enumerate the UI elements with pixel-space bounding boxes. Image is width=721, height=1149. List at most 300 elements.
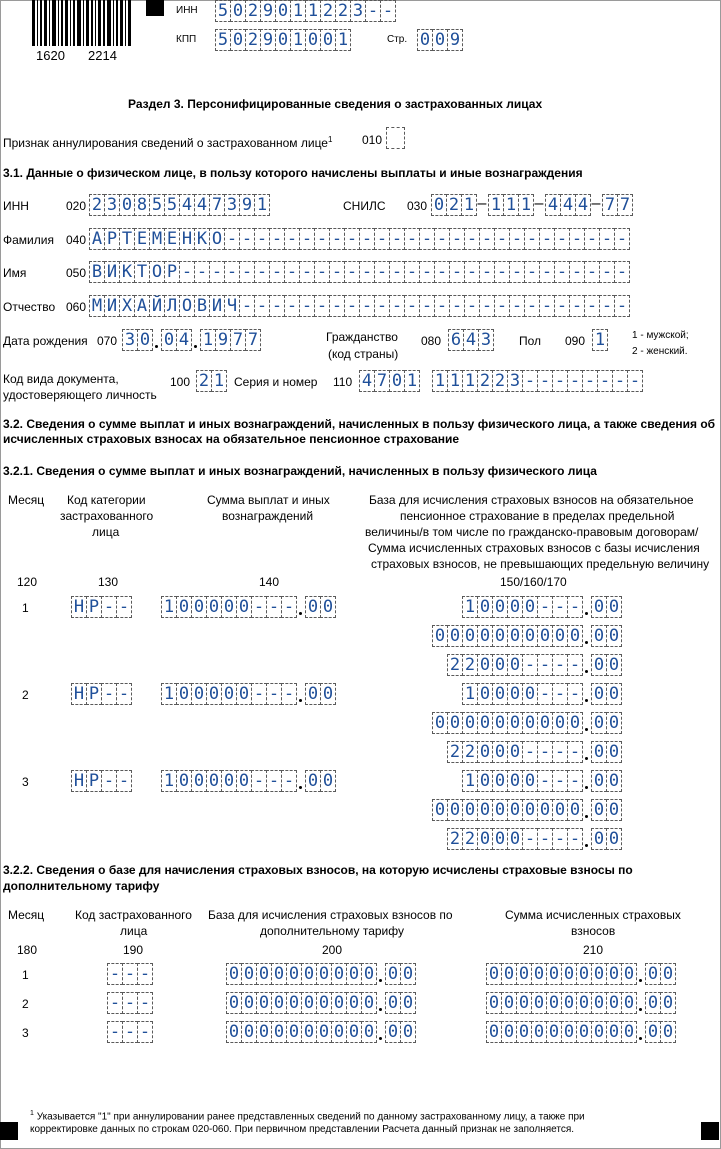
char-cell[interactable]: - [389, 261, 405, 283]
char-cell[interactable]: 0 [501, 963, 517, 985]
char-cell[interactable]: - [522, 741, 538, 763]
char-cell[interactable]: 0 [531, 963, 547, 985]
char-cell[interactable]: Р [86, 683, 102, 705]
char-cell[interactable]: 0 [447, 625, 463, 647]
char-cell[interactable]: - [552, 741, 568, 763]
char-cell[interactable]: - [116, 770, 132, 792]
char-cell[interactable]: - [419, 261, 435, 283]
char-cell[interactable]: 7 [374, 370, 390, 392]
char-cell[interactable]: 0 [417, 29, 433, 51]
char-cell[interactable]: 2 [477, 370, 493, 392]
char-cell[interactable]: 0 [606, 828, 622, 850]
char-cell[interactable]: - [509, 228, 525, 250]
char-cell[interactable]: 0 [621, 992, 637, 1014]
char-cell[interactable]: 2 [446, 194, 462, 216]
char-cell[interactable]: 2 [320, 0, 336, 22]
char-cell[interactable]: 0 [226, 992, 242, 1014]
char-cell[interactable]: - [209, 261, 225, 283]
char-cell[interactable]: - [359, 261, 375, 283]
char-cell[interactable]: 0 [206, 596, 222, 618]
char-cell[interactable]: - [254, 295, 270, 317]
char-cell[interactable]: - [389, 295, 405, 317]
char-cell[interactable]: 0 [501, 1021, 517, 1043]
char-cell[interactable]: 2 [196, 370, 212, 392]
char-cell[interactable]: В [194, 295, 210, 317]
char-cell[interactable]: 0 [241, 1021, 257, 1043]
char-cell[interactable]: 0 [316, 1021, 332, 1043]
char-cell[interactable]: 0 [477, 770, 493, 792]
char-cell[interactable]: 0 [591, 712, 607, 734]
char-cell[interactable]: 1 [462, 370, 478, 392]
char-cell[interactable]: 0 [522, 770, 538, 792]
char-cell[interactable]: 0 [591, 625, 607, 647]
char-cell[interactable]: 0 [606, 770, 622, 792]
char-cell[interactable]: - [299, 295, 315, 317]
char-cell[interactable]: 0 [486, 1021, 502, 1043]
char-cell[interactable]: 0 [400, 963, 416, 985]
char-cell[interactable]: - [116, 683, 132, 705]
char-cell[interactable]: 0 [221, 770, 237, 792]
char-cell[interactable]: 0 [606, 654, 622, 676]
char-cell[interactable]: 1 [447, 370, 463, 392]
char-cell[interactable]: 0 [206, 770, 222, 792]
char-cell[interactable]: 0 [320, 683, 336, 705]
char-cell[interactable]: 0 [256, 992, 272, 1014]
char-cell[interactable]: 0 [275, 29, 291, 51]
char-cell[interactable]: - [539, 228, 555, 250]
char-cell[interactable]: 0 [621, 1021, 637, 1043]
char-cell[interactable]: 0 [206, 683, 222, 705]
char-cell[interactable]: - [567, 596, 583, 618]
char-cell[interactable]: - [419, 295, 435, 317]
char-cell[interactable]: - [344, 261, 360, 283]
char-cell[interactable]: 0 [552, 799, 568, 821]
char-cell[interactable]: 0 [161, 329, 177, 351]
char-cell[interactable]: 0 [432, 29, 448, 51]
char-cell[interactable]: - [359, 228, 375, 250]
char-cell[interactable]: 0 [385, 963, 401, 985]
char-cell[interactable]: Р [104, 228, 120, 250]
char-cell[interactable]: И [209, 295, 225, 317]
char-cell[interactable]: - [494, 295, 510, 317]
char-cell[interactable]: 5 [215, 0, 231, 22]
char-cell[interactable]: 0 [546, 1021, 562, 1043]
char-cell[interactable]: 0 [385, 992, 401, 1014]
char-cell[interactable]: - [374, 228, 390, 250]
char-cell[interactable]: - [434, 228, 450, 250]
annul-cell[interactable] [386, 127, 404, 149]
char-cell[interactable]: 4 [545, 194, 561, 216]
char-cell[interactable]: 2 [447, 828, 463, 850]
char-cell[interactable]: - [254, 228, 270, 250]
char-cell[interactable]: 0 [286, 1021, 302, 1043]
char-cell[interactable]: - [612, 370, 628, 392]
char-cell[interactable]: - [224, 228, 240, 250]
char-cell[interactable]: - [239, 295, 255, 317]
char-cell[interactable]: Х [119, 295, 135, 317]
char-cell[interactable]: - [179, 261, 195, 283]
char-cell[interactable]: 0 [591, 683, 607, 705]
char-cell[interactable]: 0 [591, 596, 607, 618]
char-cell[interactable]: - [434, 261, 450, 283]
char-cell[interactable]: 1 [461, 194, 477, 216]
char-cell[interactable]: 0 [305, 770, 321, 792]
char-cell[interactable]: 2 [89, 194, 105, 216]
char-cell[interactable]: - [567, 741, 583, 763]
char-cell[interactable]: 0 [462, 712, 478, 734]
char-cell[interactable]: 3 [478, 329, 494, 351]
char-cell[interactable]: 0 [507, 770, 523, 792]
char-cell[interactable]: - [537, 596, 553, 618]
char-cell[interactable]: 3 [104, 194, 120, 216]
char-cell[interactable]: - [584, 228, 600, 250]
char-cell[interactable]: 0 [492, 625, 508, 647]
char-cell[interactable]: 0 [522, 799, 538, 821]
char-cell[interactable]: 0 [385, 1021, 401, 1043]
char-cell[interactable]: 0 [305, 683, 321, 705]
char-cell[interactable]: 1 [290, 0, 306, 22]
char-cell[interactable]: 2 [245, 29, 261, 51]
char-cell[interactable]: 0 [316, 963, 332, 985]
char-cell[interactable]: - [479, 295, 495, 317]
char-cell[interactable]: 0 [507, 828, 523, 850]
char-cell[interactable]: 0 [561, 992, 577, 1014]
char-cell[interactable]: 0 [507, 712, 523, 734]
char-cell[interactable]: 0 [361, 992, 377, 1014]
char-cell[interactable]: 0 [591, 799, 607, 821]
char-cell[interactable]: О [209, 228, 225, 250]
char-cell[interactable]: 1 [161, 683, 177, 705]
char-cell[interactable]: 0 [492, 683, 508, 705]
char-cell[interactable]: 0 [305, 29, 321, 51]
char-cell[interactable]: 0 [477, 683, 493, 705]
char-cell[interactable]: 0 [660, 992, 676, 1014]
char-cell[interactable]: 0 [305, 596, 321, 618]
char-cell[interactable]: 3 [507, 370, 523, 392]
char-cell[interactable]: - [101, 770, 117, 792]
char-cell[interactable]: 0 [591, 963, 607, 985]
char-cell[interactable]: - [537, 741, 553, 763]
char-cell[interactable]: - [251, 683, 267, 705]
char-cell[interactable]: - [284, 228, 300, 250]
char-cell[interactable]: - [479, 261, 495, 283]
char-cell[interactable]: 1 [404, 370, 420, 392]
char-cell[interactable]: - [552, 654, 568, 676]
char-cell[interactable]: 7 [230, 329, 246, 351]
char-cell[interactable]: 7 [245, 329, 261, 351]
char-cell[interactable]: 0 [507, 683, 523, 705]
char-cell[interactable]: - [554, 228, 570, 250]
char-cell[interactable]: - [101, 683, 117, 705]
char-cell[interactable]: Н [71, 596, 87, 618]
char-cell[interactable]: - [567, 370, 583, 392]
char-cell[interactable]: 0 [561, 963, 577, 985]
char-cell[interactable]: 1 [305, 0, 321, 22]
char-cell[interactable]: 2 [245, 0, 261, 22]
char-cell[interactable]: - [584, 295, 600, 317]
char-cell[interactable]: 9 [260, 0, 276, 22]
char-cell[interactable]: Н [179, 228, 195, 250]
char-cell[interactable]: - [537, 654, 553, 676]
char-cell[interactable]: Й [149, 295, 165, 317]
char-cell[interactable]: 0 [531, 992, 547, 1014]
char-cell[interactable]: 7 [617, 194, 633, 216]
char-cell[interactable]: 9 [215, 329, 231, 351]
char-cell[interactable]: 0 [226, 963, 242, 985]
char-cell[interactable]: 0 [537, 712, 553, 734]
char-cell[interactable]: 0 [591, 1021, 607, 1043]
char-cell[interactable]: - [552, 370, 568, 392]
char-cell[interactable]: Р [86, 770, 102, 792]
char-cell[interactable]: 0 [256, 1021, 272, 1043]
char-cell[interactable]: 0 [660, 1021, 676, 1043]
char-cell[interactable]: 4 [575, 194, 591, 216]
char-cell[interactable]: - [365, 0, 381, 22]
char-cell[interactable]: 0 [477, 625, 493, 647]
char-cell[interactable]: 4 [560, 194, 576, 216]
char-cell[interactable]: 4 [463, 329, 479, 351]
char-cell[interactable]: - [122, 992, 138, 1014]
char-cell[interactable]: - [329, 228, 345, 250]
char-cell[interactable]: - [554, 295, 570, 317]
char-cell[interactable]: - [552, 828, 568, 850]
char-cell[interactable]: 0 [522, 683, 538, 705]
char-cell[interactable]: 0 [477, 596, 493, 618]
char-cell[interactable]: - [567, 654, 583, 676]
char-cell[interactable]: - [266, 596, 282, 618]
char-cell[interactable]: - [599, 261, 615, 283]
char-cell[interactable]: 0 [531, 1021, 547, 1043]
char-cell[interactable]: - [599, 228, 615, 250]
char-cell[interactable]: - [344, 295, 360, 317]
char-cell[interactable]: - [537, 370, 553, 392]
char-cell[interactable]: 0 [301, 992, 317, 1014]
char-cell[interactable]: 0 [241, 963, 257, 985]
char-cell[interactable]: 0 [591, 992, 607, 1014]
char-cell[interactable]: 0 [645, 1021, 661, 1043]
char-cell[interactable]: 0 [492, 741, 508, 763]
char-cell[interactable]: - [374, 295, 390, 317]
char-cell[interactable]: 0 [400, 1021, 416, 1043]
char-cell[interactable]: - [329, 295, 345, 317]
char-cell[interactable]: 0 [576, 963, 592, 985]
char-cell[interactable]: - [524, 295, 540, 317]
char-cell[interactable]: 0 [546, 992, 562, 1014]
char-cell[interactable]: - [552, 770, 568, 792]
char-cell[interactable]: 0 [606, 712, 622, 734]
char-cell[interactable]: 0 [576, 1021, 592, 1043]
char-cell[interactable]: 0 [507, 654, 523, 676]
char-cell[interactable]: 0 [522, 712, 538, 734]
char-cell[interactable]: 0 [301, 1021, 317, 1043]
char-cell[interactable]: - [494, 261, 510, 283]
char-cell[interactable]: 1 [335, 29, 351, 51]
char-cell[interactable]: 0 [606, 992, 622, 1014]
char-cell[interactable]: - [419, 228, 435, 250]
char-cell[interactable]: 0 [361, 1021, 377, 1043]
char-cell[interactable]: - [137, 1021, 153, 1043]
char-cell[interactable]: 0 [400, 992, 416, 1014]
char-cell[interactable]: - [251, 770, 267, 792]
char-cell[interactable]: 1 [290, 29, 306, 51]
char-cell[interactable]: 0 [320, 29, 336, 51]
char-cell[interactable]: 0 [492, 654, 508, 676]
char-cell[interactable]: 0 [286, 963, 302, 985]
char-cell[interactable]: О [179, 295, 195, 317]
char-cell[interactable]: 0 [645, 992, 661, 1014]
char-cell[interactable]: А [134, 295, 150, 317]
char-cell[interactable]: - [567, 828, 583, 850]
char-cell[interactable]: 0 [606, 963, 622, 985]
char-cell[interactable]: 0 [507, 799, 523, 821]
char-cell[interactable]: - [539, 295, 555, 317]
char-cell[interactable]: 2 [447, 654, 463, 676]
char-cell[interactable]: Н [71, 683, 87, 705]
char-cell[interactable]: 0 [176, 683, 192, 705]
char-cell[interactable]: 0 [191, 770, 207, 792]
char-cell[interactable]: - [552, 596, 568, 618]
char-cell[interactable]: - [107, 1021, 123, 1043]
char-cell[interactable]: 0 [645, 963, 661, 985]
char-cell[interactable]: 0 [462, 799, 478, 821]
char-cell[interactable]: 1 [462, 683, 478, 705]
char-cell[interactable]: 0 [546, 963, 562, 985]
char-cell[interactable]: 0 [286, 992, 302, 1014]
char-cell[interactable]: 0 [591, 770, 607, 792]
char-cell[interactable]: 0 [567, 799, 583, 821]
char-cell[interactable]: 0 [606, 741, 622, 763]
char-cell[interactable]: 0 [606, 596, 622, 618]
char-cell[interactable]: 4 [194, 194, 210, 216]
char-cell[interactable]: 0 [516, 992, 532, 1014]
char-cell[interactable]: 0 [576, 992, 592, 1014]
char-cell[interactable]: - [239, 261, 255, 283]
char-cell[interactable]: 0 [507, 625, 523, 647]
char-cell[interactable]: Л [164, 295, 180, 317]
char-cell[interactable]: 1 [503, 194, 519, 216]
char-cell[interactable]: 1 [518, 194, 534, 216]
char-cell[interactable]: 0 [660, 963, 676, 985]
char-cell[interactable]: - [254, 261, 270, 283]
char-cell[interactable]: 0 [176, 596, 192, 618]
char-cell[interactable]: 0 [552, 712, 568, 734]
char-cell[interactable]: 0 [591, 741, 607, 763]
char-cell[interactable]: - [522, 370, 538, 392]
char-cell[interactable]: 0 [492, 770, 508, 792]
char-cell[interactable]: - [299, 228, 315, 250]
char-cell[interactable]: - [269, 261, 285, 283]
char-cell[interactable]: - [554, 261, 570, 283]
char-cell[interactable]: О [149, 261, 165, 283]
char-cell[interactable]: - [597, 370, 613, 392]
char-cell[interactable]: 1 [488, 194, 504, 216]
char-cell[interactable]: - [404, 261, 420, 283]
char-cell[interactable]: 9 [239, 194, 255, 216]
char-cell[interactable]: 3 [350, 0, 366, 22]
char-cell[interactable]: - [389, 228, 405, 250]
char-cell[interactable]: К [194, 228, 210, 250]
char-cell[interactable]: 1 [200, 329, 216, 351]
char-cell[interactable]: 0 [477, 654, 493, 676]
char-cell[interactable]: - [194, 261, 210, 283]
char-cell[interactable]: 0 [432, 712, 448, 734]
char-cell[interactable]: 0 [137, 329, 153, 351]
char-cell[interactable]: - [116, 596, 132, 618]
char-cell[interactable]: - [137, 992, 153, 1014]
char-cell[interactable]: 0 [236, 770, 252, 792]
char-cell[interactable]: - [569, 261, 585, 283]
char-cell[interactable]: 4 [179, 194, 195, 216]
char-cell[interactable]: А [89, 228, 105, 250]
char-cell[interactable]: - [567, 683, 583, 705]
char-cell[interactable]: Р [86, 596, 102, 618]
char-cell[interactable]: - [251, 596, 267, 618]
char-cell[interactable]: - [122, 1021, 138, 1043]
char-cell[interactable]: В [89, 261, 105, 283]
char-cell[interactable]: 0 [320, 770, 336, 792]
char-cell[interactable]: 0 [271, 1021, 287, 1043]
char-cell[interactable]: 1 [462, 770, 478, 792]
char-cell[interactable]: 7 [602, 194, 618, 216]
char-cell[interactable]: - [494, 228, 510, 250]
char-cell[interactable]: - [522, 654, 538, 676]
char-cell[interactable]: 0 [606, 683, 622, 705]
char-cell[interactable]: - [284, 295, 300, 317]
char-cell[interactable]: - [537, 683, 553, 705]
char-cell[interactable]: - [569, 228, 585, 250]
char-cell[interactable]: - [281, 596, 297, 618]
char-cell[interactable]: - [627, 370, 643, 392]
char-cell[interactable]: - [524, 261, 540, 283]
char-cell[interactable]: М [89, 295, 105, 317]
char-cell[interactable]: 0 [486, 992, 502, 1014]
char-cell[interactable]: 0 [567, 625, 583, 647]
char-cell[interactable]: 0 [516, 1021, 532, 1043]
char-cell[interactable]: 2 [462, 741, 478, 763]
char-cell[interactable]: 0 [606, 799, 622, 821]
char-cell[interactable]: - [266, 770, 282, 792]
char-cell[interactable]: 9 [260, 29, 276, 51]
char-cell[interactable]: - [224, 261, 240, 283]
char-cell[interactable]: 0 [501, 992, 517, 1014]
char-cell[interactable]: 2 [492, 370, 508, 392]
char-cell[interactable]: - [314, 261, 330, 283]
char-cell[interactable]: 2 [462, 654, 478, 676]
char-cell[interactable]: 1 [161, 596, 177, 618]
char-cell[interactable]: К [119, 261, 135, 283]
char-cell[interactable]: 0 [477, 828, 493, 850]
char-cell[interactable]: 0 [492, 596, 508, 618]
char-cell[interactable]: 3 [224, 194, 240, 216]
char-cell[interactable]: - [269, 295, 285, 317]
char-cell[interactable]: 0 [492, 828, 508, 850]
char-cell[interactable]: - [284, 261, 300, 283]
char-cell[interactable]: 0 [331, 963, 347, 985]
char-cell[interactable]: 0 [447, 712, 463, 734]
char-cell[interactable]: 0 [431, 194, 447, 216]
char-cell[interactable]: 0 [522, 596, 538, 618]
char-cell[interactable]: - [537, 828, 553, 850]
char-cell[interactable]: 0 [432, 799, 448, 821]
char-cell[interactable]: - [122, 963, 138, 985]
char-cell[interactable]: 1 [254, 194, 270, 216]
char-cell[interactable]: 6 [448, 329, 464, 351]
char-cell[interactable]: - [404, 228, 420, 250]
char-cell[interactable]: - [614, 228, 630, 250]
char-cell[interactable]: 0 [389, 370, 405, 392]
char-cell[interactable]: 0 [591, 828, 607, 850]
char-cell[interactable]: 0 [552, 625, 568, 647]
